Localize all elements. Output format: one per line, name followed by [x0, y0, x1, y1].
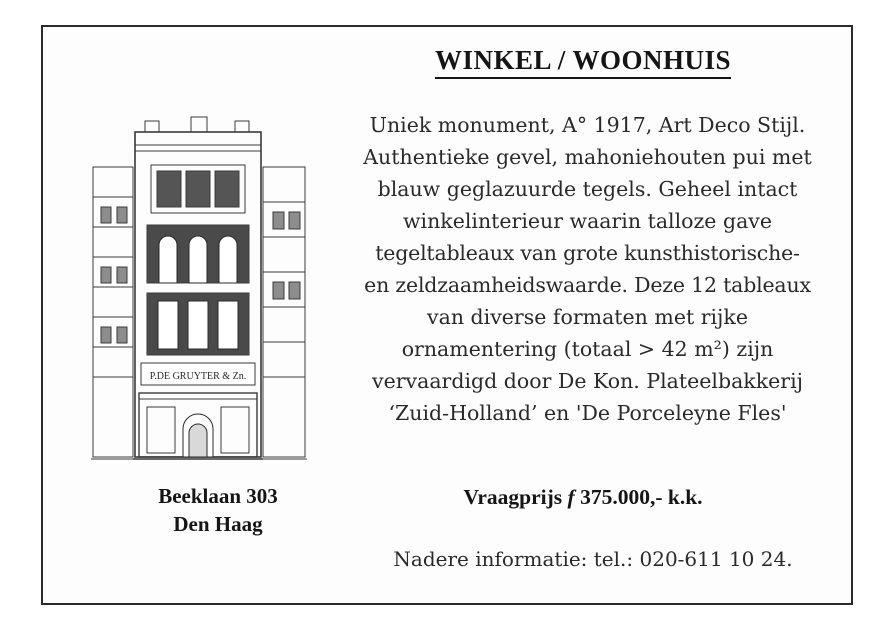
address-city: Den Haag	[173, 512, 263, 536]
body-line: Authentieke gevel, mahoniehouten pui met	[363, 145, 812, 169]
advertisement-frame	[41, 25, 853, 605]
address-street: Beeklaan 303	[158, 484, 278, 508]
price-suffix: k.k.	[667, 485, 703, 509]
facade-illustration-svg	[83, 107, 313, 467]
body-line: blauw geglazuurde tegels. Geheel intact	[377, 177, 798, 201]
body-line: van diverse formaten met rijke	[427, 305, 748, 329]
body-line: en zeldzaamheidswaarde. Deze 12 tableaux	[364, 273, 811, 297]
price-amount: 375.000,-	[580, 485, 663, 509]
currency-symbol: f	[567, 485, 575, 509]
contact-line: Nadere informatie: tel.: 020-611 10 24.	[393, 547, 793, 571]
headline-text: WINKEL / WOONHUIS	[435, 45, 731, 79]
body-copy	[335, 109, 840, 429]
page-title	[343, 45, 823, 76]
body-line: ornamentering (totaal > 42 m²) zijn	[401, 337, 774, 361]
price-label: Vraagprijs	[463, 485, 563, 509]
address-block	[103, 482, 333, 538]
body-line: winkelinterieur waarin talloze gave	[402, 209, 773, 233]
price-line	[343, 485, 823, 510]
body-line: vervaardigd door De Kon. Plateelbakkerij	[372, 369, 803, 393]
body-line: tegeltableaux van grote kunsthistorische-	[375, 241, 800, 265]
facade-line-drawing	[83, 107, 313, 467]
body-line: Uniek monument, A° 1917, Art Deco Stijl.	[369, 113, 806, 137]
svg-text:P.DE GRUYTER & Zn.: P.DE GRUYTER & Zn.	[149, 371, 247, 382]
body-line: ‘Zuid-Holland’ en 'De Porceleyne Fles'	[388, 401, 787, 425]
